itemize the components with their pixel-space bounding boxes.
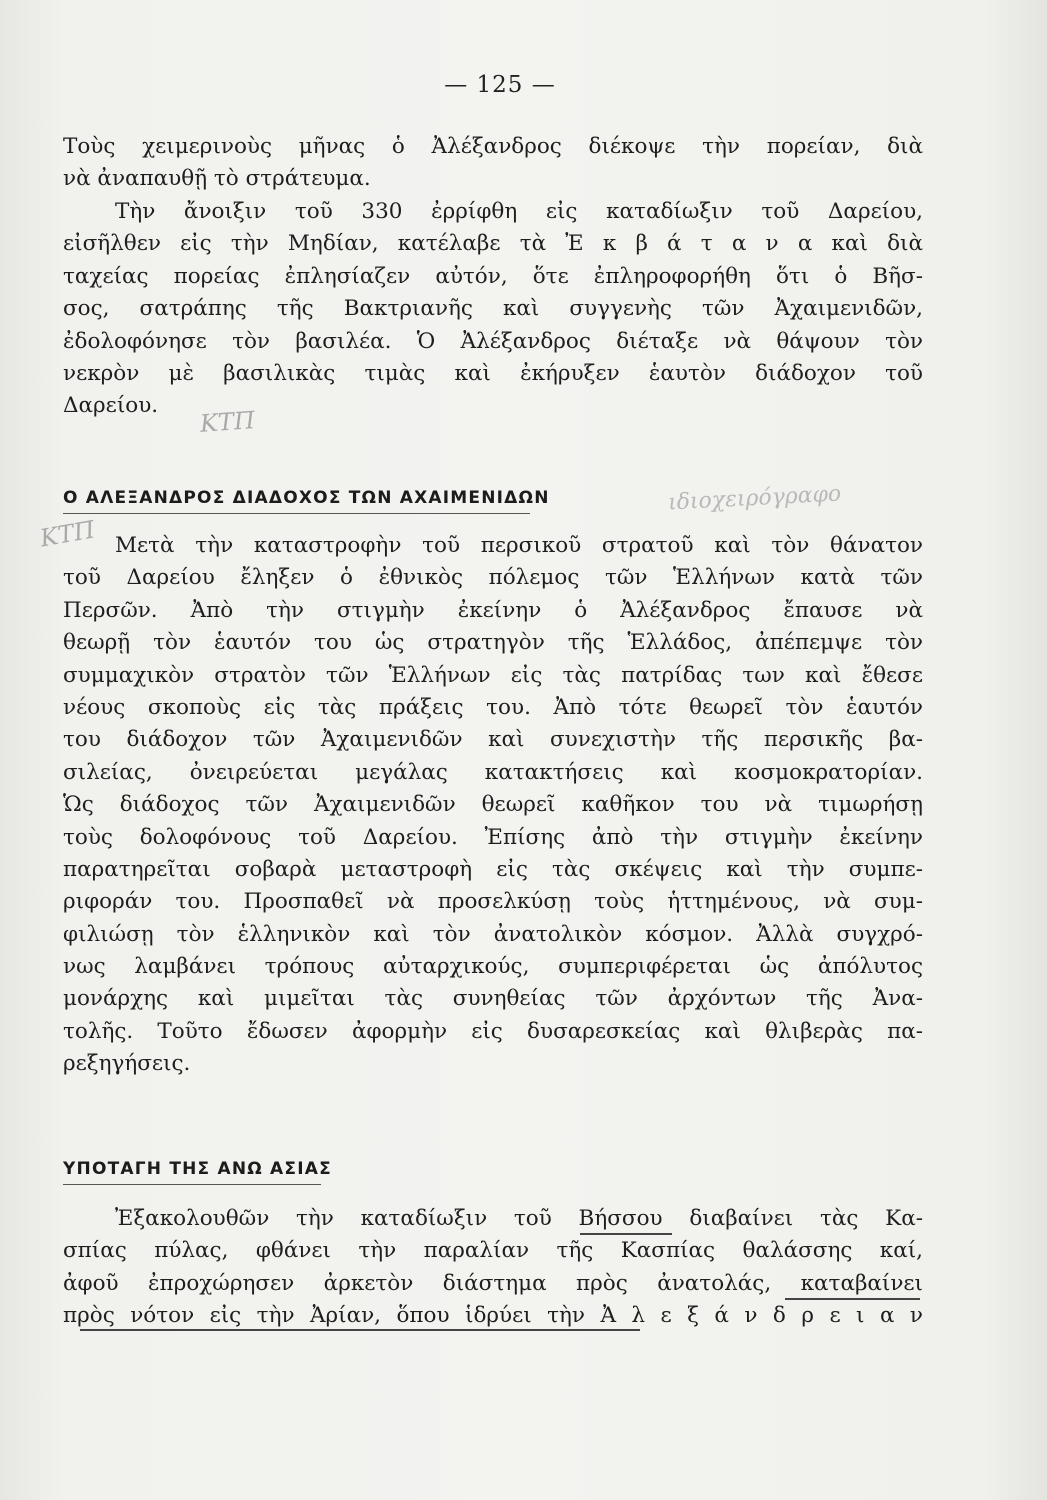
section-heading [63, 1159, 332, 1185]
text-line: νως λαμβάνει τρόπους αὐταρχικούς, συμπεριφέρεται ὡς ἀπόλυτος [63, 954, 923, 980]
text-line: θεωρῇ τὸν ἑαυτόν του ὡς στρατηγὸν τῆς Ἑλλάδος, ἀπέπεμψε τὸν [63, 630, 923, 656]
paragraph-successor [63, 530, 923, 1081]
pencil-underline [785, 1298, 920, 1300]
pencil-underline [80, 1329, 640, 1331]
text-line: Περσῶν. Ἀπὸ τὴν στιγμὴν ἐκείνην ὁ Ἀλέξανδρος ἔπαυσε νὰ [63, 597, 923, 623]
paragraph-spring-330 [63, 196, 923, 423]
heading-underline [63, 513, 530, 514]
text-line: σιλείας, ὀνειρεύεται μεγάλας κατακτήσεις καὶ κοσμοκρατορίαν. [63, 759, 923, 785]
text-line: τοὺς δολοφόνους τοῦ Δαρείου. Ἐπίσης ἀπὸ τὴν στιγμὴν ἐκείνην [63, 824, 923, 850]
section-heading [63, 488, 550, 514]
text-line: ρεξηγήσεις. [63, 1051, 191, 1077]
text-line: μονάρχης καὶ μιμεῖται τὰς συνηθείας τῶν ἀρχόντων τῆς Ἀνα- [63, 986, 923, 1012]
heading-underline [63, 1184, 321, 1185]
text-line: φιλιώσῃ τὸν ἑλληνικὸν καὶ τὸν ἀνατολικὸν κόσμον. Ἀλλὰ συγχρό- [63, 921, 923, 947]
text-line: Ἐξακολουθῶν τὴν καταδίωξιν τοῦ Βήσσου διαβαίνει τὰς Κα- [115, 1206, 923, 1231]
text-line: νὰ ἀναπαυθῇ τὸ στράτευμα. [63, 166, 371, 192]
paragraph-upper-asia [63, 1203, 923, 1333]
text-line: σπίας πύλας, φθάνει τὴν παραλίαν τῆς Κασπίας θαλάσσης καί, [63, 1238, 923, 1264]
pencil-mark: ΚΤΠ [199, 406, 256, 438]
paragraph-winter-halt [63, 131, 923, 196]
text-line: νέους σκοποὺς εἰς τὰς πράξεις του. Ἀπὸ τότε θεωρεῖ τὸν ἑαυτόν [63, 694, 923, 720]
text-line: τολῆς. Τοῦτο ἔδωσεν ἀφορμὴν εἰς δυσαρεσκείας καὶ θλιβερὰς πα- [63, 1018, 923, 1044]
text-line: Ὡς διάδοχος τῶν Ἀχαιμενιδῶν θεωρεῖ καθῆκον του νὰ τιμωρήσῃ [63, 792, 923, 818]
text-line: συμμαχικὸν στρατὸν τῶν Ἑλλήνων εἰς τὰς πατρίδας των καὶ ἔθεσε [63, 662, 923, 688]
pencil-scribble: ιδιοχειρόγραφο [667, 481, 842, 516]
text-line: Δαρείου. [63, 393, 159, 419]
text-line: Τὴν ἄνοιξιν τοῦ 330 ἐρρίφθη εἰς καταδίωξιν τοῦ Δαρείου, [115, 199, 923, 224]
pencil-mark: ΚΤΠ [37, 515, 97, 553]
text-line: του διάδοχον τῶν Ἀχαιμενιδῶν καὶ συνεχιστὴν τῆς περσικῆς βα- [63, 727, 923, 753]
text-line: εἰσῆλθεν εἰς τὴν Μηδίαν, κατέλαβε τὰ Ἐ κ β ά τ α ν α καὶ διὰ [63, 231, 923, 257]
text-line: Μετὰ τὴν καταστροφὴν τοῦ περσικοῦ στρατοῦ καὶ τὸν θάνατον [115, 533, 923, 558]
text-line: ἀφοῦ ἐπροχώρησεν ἀρκετὸν διάστημα πρὸς ἀνατολάς, καταβαίνει [63, 1270, 923, 1296]
text-line: ριφοράν του. Προσπαθεῖ νὰ προσελκύσῃ τοὺς ἡττημένους, νὰ συμ- [63, 889, 923, 915]
text-line: τοῦ Δαρείου ἔληξεν ὁ ἐθνικὸς πόλεμος τῶν Ἑλλήνων κατὰ τῶν [63, 565, 923, 591]
text-line: ταχείας πορείας ἐπλησίαζεν αὐτόν, ὅτε ἐπληροφορήθη ὅτι ὁ Βῆσ- [63, 263, 923, 289]
heading-text: ΥΠΟΤΑΓΗ ΤΗΣ ΑΝΩ ΑΣΙΑΣ [63, 1159, 332, 1179]
page-number: — 125 — [444, 72, 556, 98]
pencil-underline [580, 1233, 672, 1235]
text-line: πρὸς νότον εἰς τὴν Ἀρίαν, ὅπου ἱδρύει τὴν Ἀ λ ε ξ ά ν δ ρ ε ι α ν [63, 1303, 923, 1329]
text-line: σος, σατράπης τῆς Βακτριανῆς καὶ συγγενὴς τῶν Ἀχαιμενιδῶν, [63, 296, 923, 322]
text-line: ἐδολοφόνησε τὸν βασιλέα. Ὁ Ἀλέξανδρος διέταξε νὰ θάψουν τὸν [63, 328, 923, 354]
heading-text: Ο ΑΛΕΞΑΝΔΡΟΣ ΔΙΑΔΟΧΟΣ ΤΩΝ ΑΧΑΙΜΕΝΙΔΩΝ [63, 488, 550, 508]
text-line: νεκρὸν μὲ βασιλικὰς τιμὰς καὶ ἐκήρυξεν ἑαυτὸν διάδοχον τοῦ [63, 360, 923, 386]
text-line: παρατηρεῖται σοβαρὰ μεταστροφὴ εἰς τὰς σκέψεις καὶ τὴν συμπε- [63, 856, 923, 882]
text-line: Τοὺς χειμερινοὺς μῆνας ὁ Ἀλέξανδρος διέκοψε τὴν πορείαν, διὰ [63, 134, 923, 159]
